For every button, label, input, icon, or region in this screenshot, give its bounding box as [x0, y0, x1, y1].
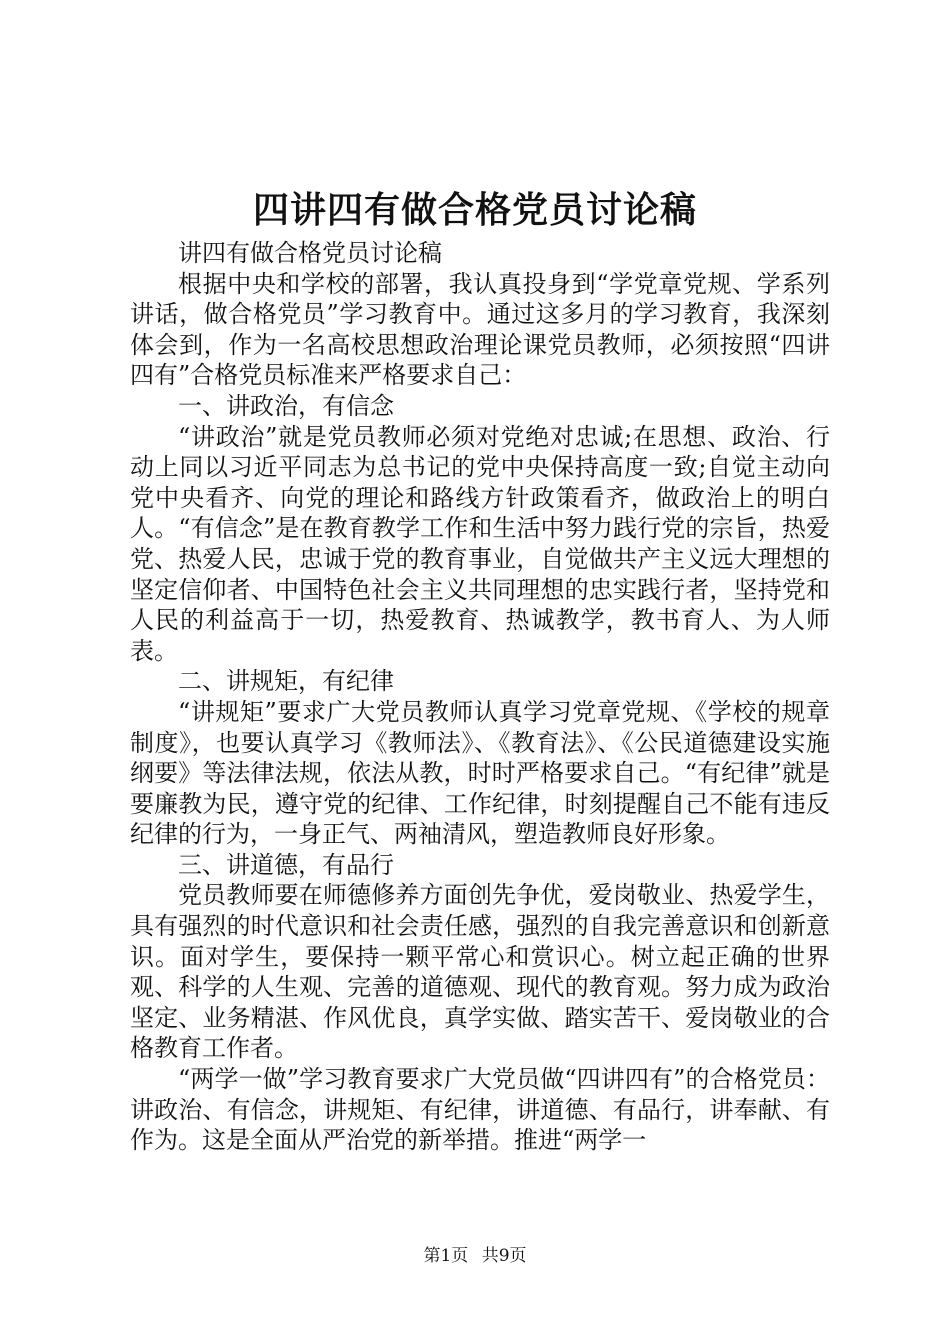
section-heading-2: 二、讲规矩，有纪律 [178, 667, 394, 696]
document-title: 四讲四有做合格党员讨论稿 [252, 189, 697, 231]
section-heading-1: 一、讲政治，有信念 [178, 391, 394, 420]
paragraph-section-1: “讲政治”就是党员教师必须对党绝对忠诚;在思想、政治、行动上同以习近平同志为总书记的党中央保持高度一致;自觉主动向党中央看齐、向党的理论和路线方针政策看齐，做政治上的明白人。“有信念”是在教育教学工作和生活中努力践行党的宗旨，热爱党、热爱人民，忠诚于党的教育事业，自觉做共产主义远大理想的坚定信仰者、中国特色社会主义共同理想的忠实践行者，坚持党和人民的利益高于一切，热爱教育、热诚教学，教书育人、为人师表。 [130, 422, 830, 665]
paragraph-section-2: “讲规矩”要求广大党员教师认真学习党章党规、《学校的规章制度》，也要认真学习《教师法》、《教育法》、《公民道德建设实施纲要》等法律法规，依法从教，时时严格要求自己。“有纪律”就是要廉教为民，遵守党的纪律、工作纪律，时刻提醒自己不能有违反纪律的行为，一身正气、两袖清风，塑造教师良好形象。 [130, 697, 830, 849]
page-footer [0, 1244, 950, 1268]
page-total: 共9页 [481, 1246, 527, 1266]
document-body [130, 238, 830, 1156]
paragraph-conclusion: “两学一做”学习教育要求广大党员做“四讲四有”的合格党员：讲政治、有信念，讲规矩、有纪律，讲道德、有品行，讲奉献、有作为。这是全面从严治党的新举措。推进“两学一 [130, 1065, 830, 1155]
section-heading-3: 三、讲道德，有品行 [178, 850, 394, 879]
page-number: 第1页 [423, 1246, 469, 1266]
paragraph-section-3: 党员教师要在师德修养方面创先争优，爱岗敬业、热爱学生，具有强烈的时代意识和社会责任感，强烈的自我完善意识和创新意识。面对学生，要保持一颗平常心和赏识心。树立起正确的世界观、科学的人生观、完善的道德观、现代的教育观。努力成为政治坚定、业务精湛、作风优良，真学实做、踏实苦干、爱岗敬业的合格教育工作者。 [130, 881, 830, 1063]
paragraph-subtitle: 讲四有做合格党员讨论稿 [178, 239, 442, 267]
paragraph-intro: 根据中央和学校的部署，我认真投身到“学党章党规、学系列讲话，做合格党员”学习教育中。通过这多月的学习教育，我深刻体会到，作为一名高校思想政治理论课党员教师，必须按照“四讲四有”合格党员标准来严格要求自己： [130, 269, 830, 390]
